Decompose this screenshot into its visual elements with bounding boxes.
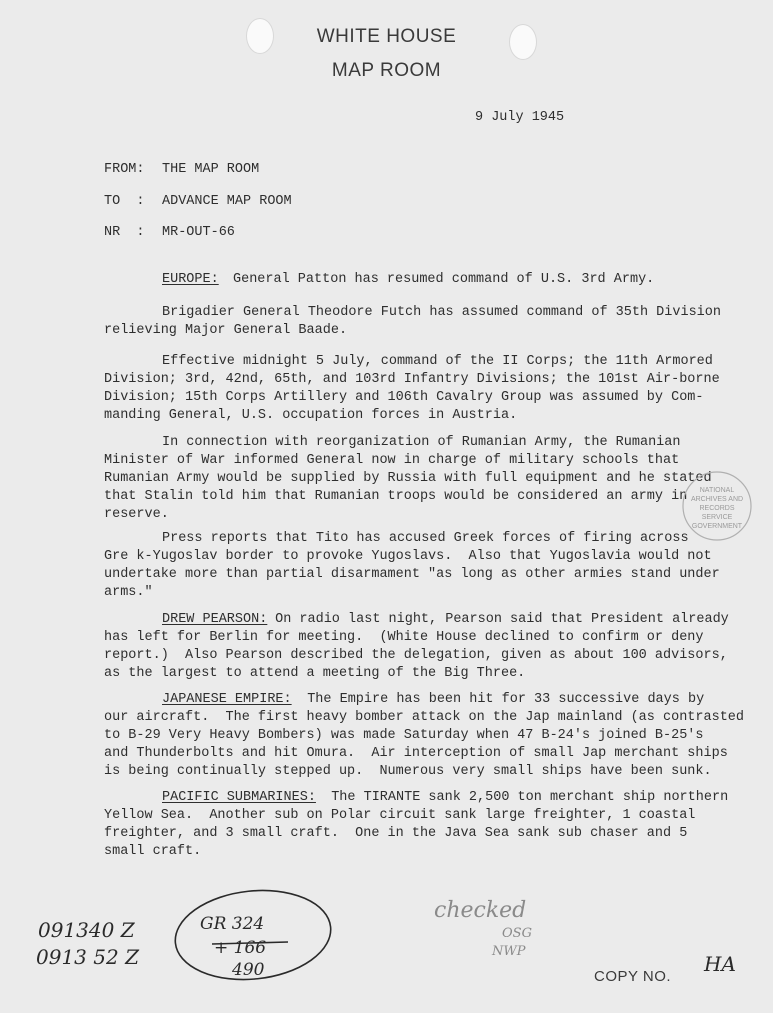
text-line: as the largest to attend a meeting of the Big Three. <box>104 666 526 681</box>
text-line: The Empire has been hit for 33 successive days by <box>291 692 705 707</box>
text-line: our aircraft. The first heavy bomber attack on the Jap mainland (as contrasted <box>104 710 745 725</box>
copy-number-label: COPY NO. <box>594 968 672 985</box>
text-line: small craft. <box>104 844 202 859</box>
text-line: Division; 3rd, 42nd, 65th, and 103rd Infantry Divisions; the 101st Air-borne <box>104 372 720 387</box>
handwritten-time-2: 0913 52 Z <box>36 945 139 969</box>
handwritten-gr: GR 324 <box>200 914 265 934</box>
text-line: freighter, and 3 small craft. One in the Java Sea sank sub chaser and 5 <box>104 826 688 841</box>
text-line: Gre k-Yugoslav border to provoke Yugoslavs. Also that Yugoslavia would not <box>104 549 712 564</box>
pacific-submarines-heading: PACIFIC SUBMARINES: <box>162 790 316 805</box>
text-line: arms." <box>104 585 153 600</box>
handwritten-total: 490 <box>232 960 265 980</box>
from-label: FROM: <box>104 162 145 177</box>
nr-label: NR : <box>104 225 145 240</box>
text-line: manding General, U.S. occupation forces in Austria. <box>104 408 518 423</box>
to-value: ADVANCE MAP ROOM <box>162 194 292 209</box>
europe-text: General Patton has resumed command of U.S. 3rd Army. <box>233 272 655 287</box>
text-line: Press reports that Tito has accused Greek forces of firing across <box>162 531 689 546</box>
handwritten-initials-3: HA <box>704 952 736 976</box>
archive-stamp-text: NATIONAL ARCHIVES AND RECORDS SERVICE GOVERNMENT <box>690 487 744 530</box>
text-line: undertake more than partial disarmament "as long as other armies stand under <box>104 567 720 582</box>
text-line: Yellow Sea. Another sub on Polar circuit sank large freighter, 1 coastal <box>104 808 696 823</box>
header-white-house: WHITE HOUSE <box>316 26 457 47</box>
text-line: reserve. <box>104 507 169 522</box>
europe-heading: EUROPE: <box>162 272 219 287</box>
to-label: TO : <box>104 194 145 209</box>
text-line: Effective midnight 5 July, command of the II Corps; the 11th Armored <box>162 354 713 369</box>
text-line: The TIRANTE sank 2,500 ton merchant ship northern <box>315 790 729 805</box>
text-line: Division; 15th Corps Artillery and 106th Cavalry Group was assumed by Com- <box>104 390 704 405</box>
text-line: Brigadier General Theodore Futch has assumed command of 35th Division <box>162 305 721 320</box>
text-line: relieving Major General Baade. <box>104 323 348 338</box>
text-line: and Thunderbolts and hit Omura. Air interception of small Jap merchant ships <box>104 746 728 761</box>
drew-pearson-heading: DREW PEARSON: <box>162 612 268 627</box>
text-line: On radio last night, Pearson said that President already <box>267 612 729 627</box>
text-line: Rumanian Army would be supplied by Russia with full equipment and he stated <box>104 471 712 486</box>
handwritten-plus: + 166 <box>214 938 267 958</box>
handwritten-initials-2: NWP <box>492 944 526 959</box>
header-map-room: MAP ROOM <box>331 60 442 81</box>
handwritten-time-1: 091340 Z <box>38 918 135 942</box>
text-line: that Stalin told him that Rumanian troops would be considered an army in <box>104 489 688 504</box>
text-line: has left for Berlin for meeting. (White House declined to confirm or deny <box>104 630 704 645</box>
text-line: is being continually stepped up. Numerous very small ships have been sunk. <box>104 764 712 779</box>
japanese-empire-heading: JAPANESE EMPIRE: <box>162 692 292 707</box>
from-value: THE MAP ROOM <box>162 162 260 177</box>
nr-value: MR-OUT-66 <box>162 225 235 240</box>
handwritten-checked: checked <box>434 898 527 923</box>
text-line: report.) Also Pearson described the delegation, given as about 100 advisors, <box>104 648 728 663</box>
text-line: to B-29 Very Heavy Bombers) was made Saturday when 47 B-24's joined B-25's <box>104 728 704 743</box>
text-line: In connection with reorganization of Rumanian Army, the Rumanian <box>162 435 681 450</box>
document-date: 9 July 1945 <box>475 110 565 125</box>
text-line: Minister of War informed General now in charge of military schools that <box>104 453 680 468</box>
handwritten-initials-1: OSG <box>502 926 532 941</box>
